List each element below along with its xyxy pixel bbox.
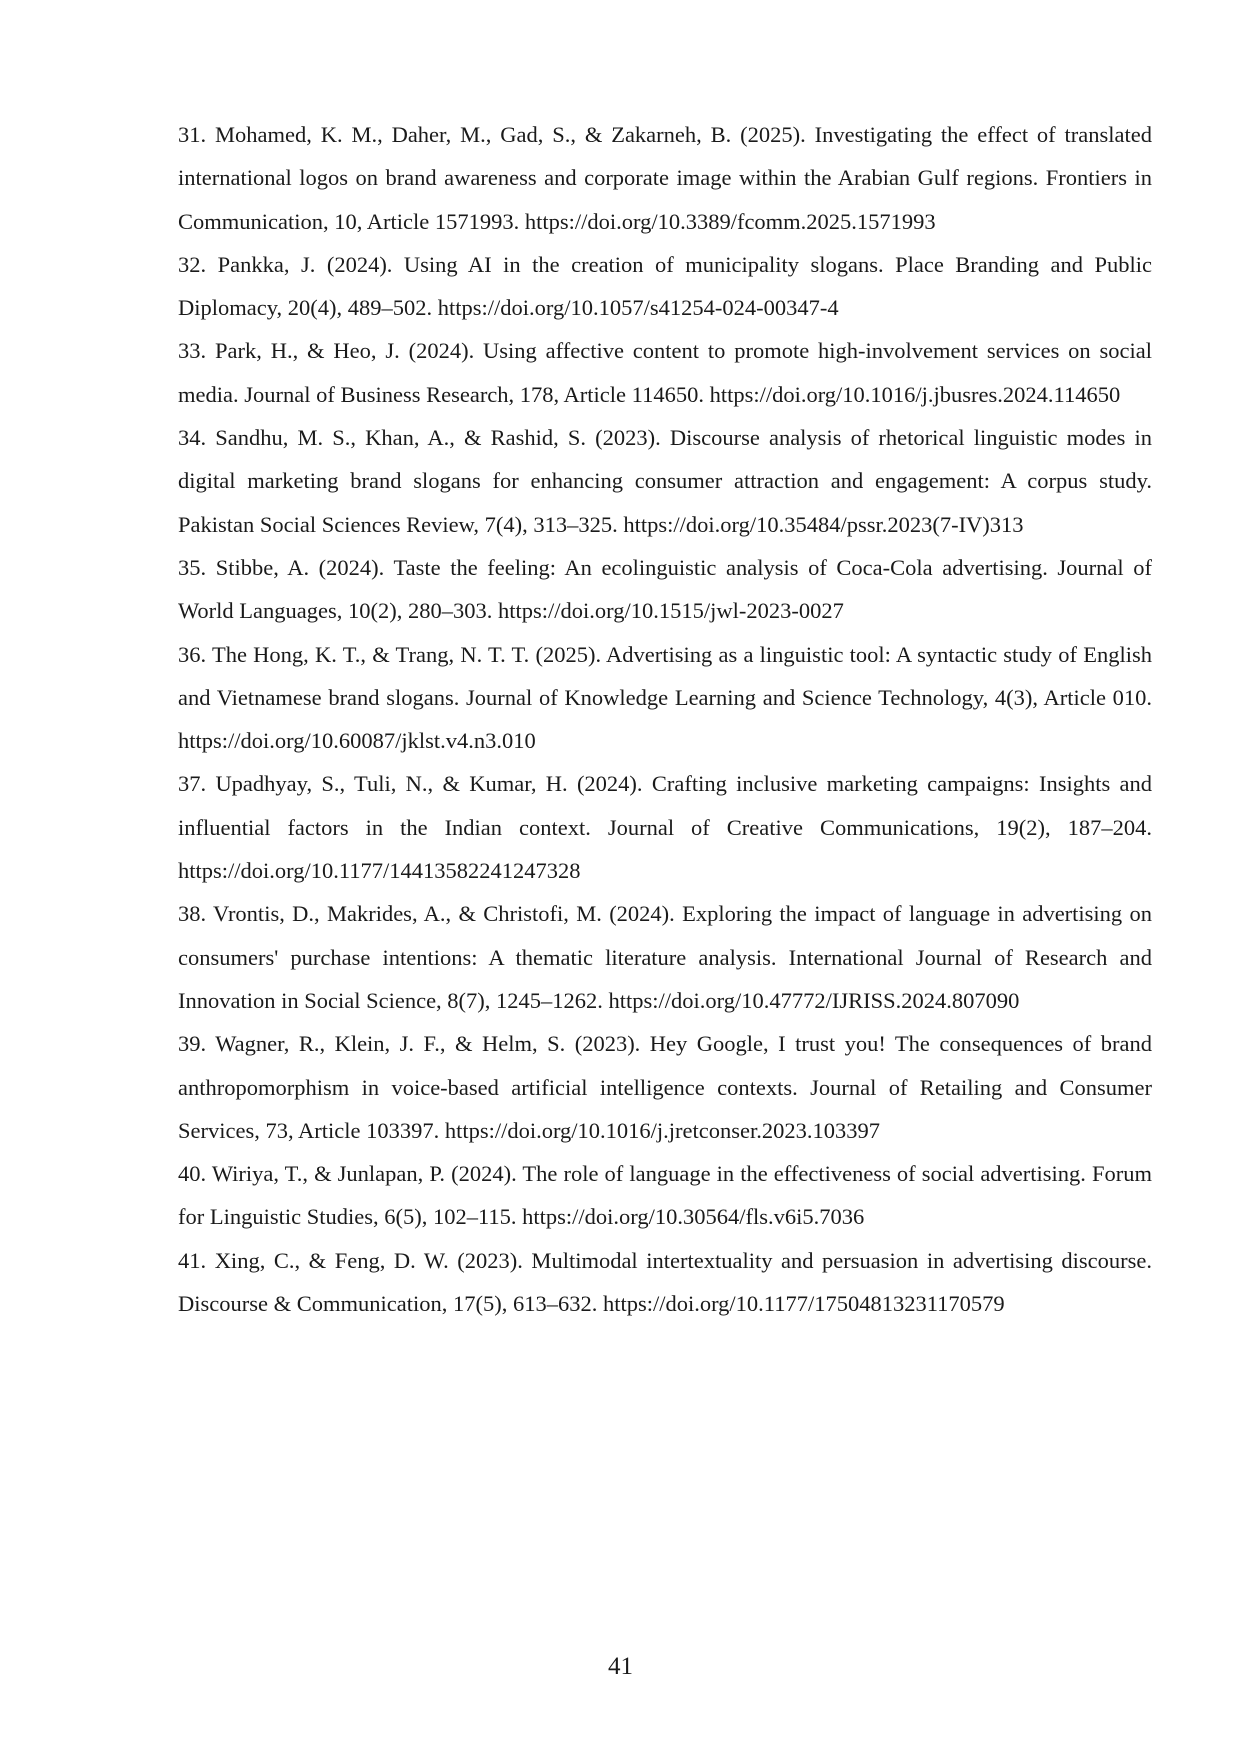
reference-item [178, 1152, 1152, 1239]
reference-text: Park, H., & Heo, J. (2024). Using affective content to promote high-involvement services on social media. Journal of Business Research, 178, Article 114650. [178, 338, 1153, 407]
reference-text: Pankka, J. (2024). Using AI in the creation of municipality slogans. Place Branding and Public Diplomacy, 20(4), 489–502. [178, 251, 1152, 321]
reference-item [178, 1022, 1152, 1152]
reference-text: Wiriya, T., & Junlapan, P. (2024). The role of language in the effectiveness of social advertising. Forum for Linguistic Studies, 6(5), 102–115. [178, 1161, 1153, 1230]
reference-text: Wagner, R., Klein, J. F., & Helm, S. (2023). Hey Google, I trust you! The consequences of brand anthropomorphism in voice-based artificial intelligence contexts. Journal of Retailing and Consumer Services, 73, Article 103397. [178, 1031, 1153, 1143]
reference-text: Stibbe, A. (2024). Taste the feeling: An ecolinguistic analysis of Coca-Cola advertising. Journal of World Languages, 10(2), 280–303. [178, 554, 1152, 624]
reference-number: 33. [178, 338, 207, 364]
reference-doi: https://doi.org/10.1177/14413582241247328 [178, 858, 581, 884]
reference-doi: https://doi.org/10.3389/fcomm.2025.1571993 [524, 208, 936, 234]
reference-doi: https://doi.org/10.1515/jwl-2023-0027 [498, 598, 844, 624]
reference-doi: https://doi.org/10.1057/s41254-024-00347-4 [437, 295, 839, 321]
reference-doi: https://doi.org/10.47772/IJRISS.2024.807090 [608, 987, 1020, 1013]
reference-doi: https://doi.org/10.30564/fls.v6i5.7036 [522, 1204, 865, 1230]
reference-number: 38. [178, 901, 207, 927]
reference-text: Vrontis, D., Makrides, A., & Christofi, M. (2024). Exploring the impact of language in advertising on consumers' purchase intentions: A thematic literature analysis. International Journal of Research and Innovation in Social Science, 8(7), 1245–1262. [178, 901, 1153, 1013]
reference-item [178, 762, 1152, 892]
reference-item [178, 113, 1152, 243]
reference-number: 40. [178, 1161, 207, 1187]
reference-item [178, 633, 1152, 763]
reference-doi: https://doi.org/10.60087/jklst.v4.n3.010 [178, 728, 536, 754]
reference-number: 36. [178, 641, 207, 667]
reference-text: Xing, C., & Feng, D. W. (2023). Multimodal intertextuality and persuasion in advertising discourse. Discourse & Communication, 17(5), 613–632. [178, 1247, 1153, 1317]
reference-doi: https://doi.org/10.1016/j.jbusres.2024.114650 [709, 381, 1121, 407]
reference-number: 37. [178, 771, 207, 797]
reference-text: Mohamed, K. M., Daher, M., Gad, S., & Zakarneh, B. (2025). Investigating the effect of translated international logos on brand awareness and corporate image within the Arabian Gulf regions. Frontiers in Communication, 10, Article 1571993. [178, 122, 1152, 234]
reference-text: Upadhyay, S., Tuli, N., & Kumar, H. (2024). Crafting inclusive marketing campaigns: Insights and influential factors in the Indian context. Journal of Creative Communications, 19(2), 187–204. [178, 771, 1152, 840]
reference-doi: https://doi.org/10.1177/17504813231170579 [602, 1291, 1005, 1317]
page-number: 41 [608, 1653, 633, 1680]
reference-doi: https://doi.org/10.35484/pssr.2023(7-IV)313 [623, 511, 1024, 537]
reference-number: 32. [178, 251, 207, 277]
reference-number: 35. [178, 554, 207, 580]
reference-item [178, 546, 1152, 633]
reference-text: Sandhu, M. S., Khan, A., & Rashid, S. (2023). Discourse analysis of rhetorical linguistic modes in digital marketing brand slogans for enhancing consumer attraction and engagement: A corpus study. Pakistan Social Sciences Review, 7(4), 313–325. [178, 425, 1152, 537]
reference-item [178, 1239, 1152, 1326]
reference-item [178, 329, 1152, 416]
reference-text: The Hong, K. T., & Trang, N. T. T. (2025). Advertising as a linguistic tool: A syntactic study of English and Vietnamese brand slogans. Journal of Knowledge Learning and Science Technology, 4(3), Article 010. [178, 641, 1153, 710]
reference-item [178, 243, 1152, 330]
reference-item [178, 892, 1152, 1022]
reference-number: 31. [178, 122, 207, 147]
reference-number: 41. [178, 1247, 207, 1273]
reference-list [178, 113, 1152, 1325]
reference-number: 39. [178, 1031, 207, 1057]
reference-item [178, 416, 1152, 546]
reference-doi: https://doi.org/10.1016/j.jretconser.2023.103397 [444, 1117, 881, 1143]
reference-number: 34. [178, 425, 207, 451]
